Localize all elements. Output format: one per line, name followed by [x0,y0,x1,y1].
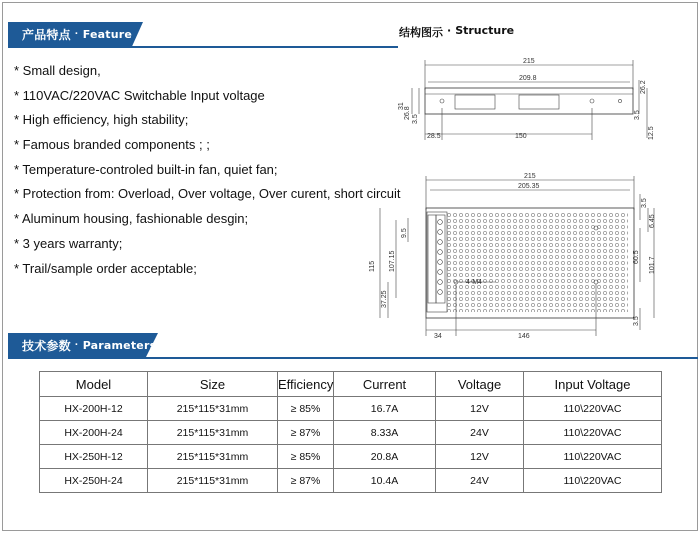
cell-size: 215*115*31mm [148,397,278,421]
side-dim-left-offset: 28.5 [427,133,441,140]
top-view-drawing [368,170,668,345]
side-dim-hole-pitch: 150 [515,133,527,140]
top-dim-re: 3.5 [633,316,640,326]
structure-title-en: Structure [455,24,515,37]
structure-title [399,24,514,40]
top-dim-c: 37.25 [381,290,388,308]
top-dim-hole-pitch: 146 [518,333,530,340]
cell-model: HX-200H-24 [40,421,148,445]
parameters-table [39,371,662,493]
feature-item: * 110VAC/220VAC Switchable Input voltage [14,87,265,103]
side-dim-h1: 26.8 [404,106,411,120]
header-efficiency: Efficiency [278,372,334,397]
cell-current: 10.4A [334,469,436,493]
feature-banner-sep: · [74,28,79,40]
cell-current: 8.33A [334,421,436,445]
feature-banner-en: Feature [82,27,133,41]
cell-model: HX-200H-12 [40,397,148,421]
cell-size: 215*115*31mm [148,421,278,445]
cell-voltage: 12V [436,397,524,421]
header-voltage: Voltage [436,372,524,397]
feature-item: * Temperature-controled built-in fan, quiet fan; [14,161,278,177]
feature-item: * Small design, [14,63,101,78]
table-header-row [40,372,662,397]
cell-efficiency: ≥ 85% [278,397,334,421]
side-dim-h2: 3.5 [412,114,419,124]
top-dim-b: 107.15 [389,250,396,272]
top-dim-ra: 3.5 [641,198,648,208]
side-dim-overall: 215 [523,58,535,65]
feature-item: * Trail/sample order acceptable; [14,260,197,276]
side-dim-inner: 209.8 [519,75,537,82]
cell-size: 215*115*31mm [148,469,278,493]
cell-voltage: 24V [436,421,524,445]
cell-current: 20.8A [334,445,436,469]
header-input-voltage: Input Voltage [524,372,662,397]
feature-item: * High efficiency, high stability; [14,112,189,128]
top-dim-rb: 6.45 [649,214,656,228]
top-dim-a: 9.5 [401,228,408,238]
feature-banner-cn: 产品特点 [22,27,71,42]
feature-item: * Aluminum housing, fashionable desgin; [14,211,249,227]
header-size: Size [148,372,278,397]
feature-item: * Famous branded components ; ; [14,137,210,153]
feature-item: * Protection from: Overload, Over voltage, Over curent, short circuit [14,186,401,202]
side-dim-height: 31 [398,102,405,110]
parameters-banner-en: Parameters [82,338,157,352]
cell-input-voltage: 110\220VAC [524,445,662,469]
structure-title-cn: 结构图示 [399,26,443,39]
top-dim-rd: 101.7 [649,256,656,274]
parameters-banner-underline [8,357,698,359]
top-dim-inner: 205.35 [518,183,540,190]
table-row [40,469,662,493]
parameters-banner-sep: · [74,339,79,351]
top-dim-overall: 215 [524,173,536,180]
structure-title-sep: · [447,24,452,37]
cell-voltage: 24V [436,469,524,493]
cell-efficiency: ≥ 87% [278,421,334,445]
cell-input-voltage: 110\220VAC [524,397,662,421]
cell-size: 215*115*31mm [148,445,278,469]
header-model: Model [40,372,148,397]
feature-banner-underline [8,46,398,48]
top-dim-left-gap: 34 [434,333,442,340]
cell-efficiency: ≥ 85% [278,445,334,469]
side-dim-r2: 3.5 [634,110,641,120]
header-current: Current [334,372,436,397]
side-dim-r1: 26.2 [640,80,647,94]
cell-input-voltage: 110\220VAC [524,469,662,493]
parameters-banner-cn: 技术参数 [22,338,71,353]
cell-input-voltage: 110\220VAC [524,421,662,445]
table-row [40,421,662,445]
table-row [40,397,662,421]
parameters-banner [8,333,158,357]
top-dim-rc: 60.5 [633,250,640,264]
table-row [40,445,662,469]
side-dim-r3: 12.5 [648,126,655,140]
feature-banner [8,22,143,46]
cell-voltage: 12V [436,445,524,469]
top-dim-screw: 4-M4 [466,279,482,286]
cell-current: 16.7A [334,397,436,421]
feature-item: * 3 years warranty; [14,235,123,251]
side-view-drawing [395,50,665,150]
top-dim-width: 115 [369,260,376,272]
cell-model: HX-250H-24 [40,469,148,493]
cell-efficiency: ≥ 87% [278,469,334,493]
cell-model: HX-250H-12 [40,445,148,469]
